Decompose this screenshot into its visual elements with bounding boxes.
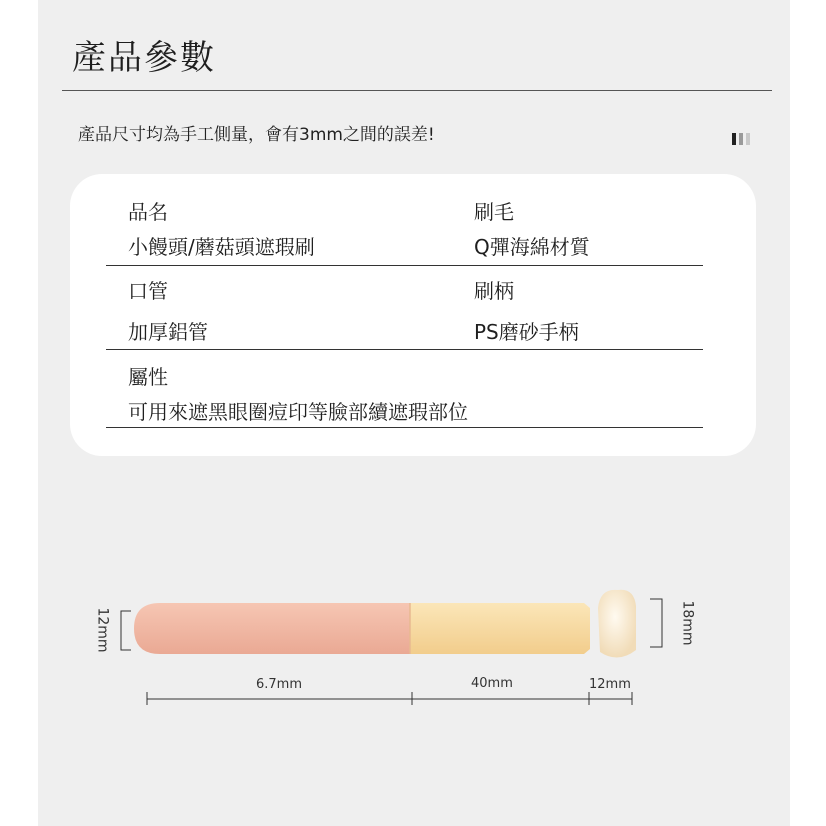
spec-value-bristle: Q彈海綿材質: [474, 235, 590, 259]
spec-label-name: 品名: [128, 200, 168, 224]
ferrule-length-label: 40mm: [471, 676, 513, 691]
page-title: 產品參數: [72, 38, 216, 78]
head-diameter-label: 18mm: [679, 600, 696, 646]
handle-length-label: 6.7mm: [256, 677, 303, 692]
handle-diameter-label: 12mm: [94, 607, 111, 653]
spec-value-name: 小饅頭/蘑菇頭遮瑕刷: [128, 235, 315, 259]
measurement-notice: 產品尺寸均為手工側量，會有3mm之間的誤差!: [78, 125, 435, 145]
head-diameter-bracket: [650, 599, 662, 647]
brush-ferrule: [410, 603, 590, 654]
head-length-label: 12mm: [589, 677, 631, 692]
spec-label-attribute: 屬性: [128, 365, 168, 389]
spec-label-handle: 刷柄: [474, 279, 514, 303]
spec-value-attribute: 可用來遮黑眼圈痘印等臉部續遮瑕部位: [128, 400, 468, 424]
spec-value-ferrule: 加厚鋁管: [128, 320, 208, 344]
spec-label-bristle: 刷毛: [474, 200, 514, 224]
brush-handle: [134, 603, 410, 654]
spec-label-ferrule: 口管: [128, 279, 168, 303]
brush-sponge-head: [598, 590, 636, 658]
spec-value-handle: PS磨砂手柄: [474, 320, 579, 344]
handle-diameter-bracket: [121, 611, 131, 650]
